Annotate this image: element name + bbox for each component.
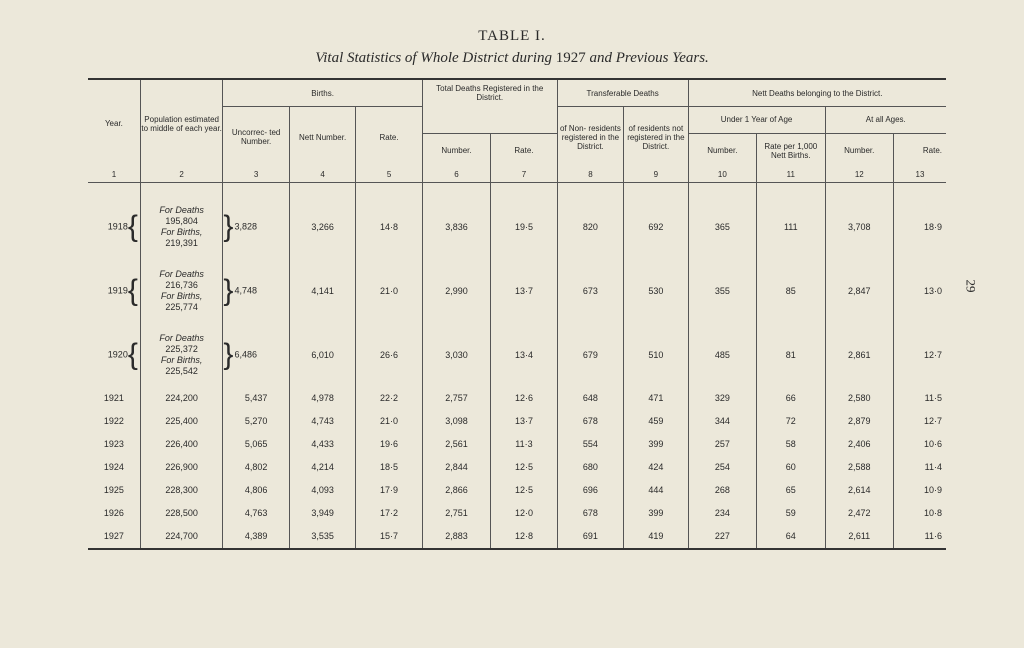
header-nett-deaths: Nett Deaths belonging to the District.: [688, 80, 946, 107]
res-not-cell: 471: [624, 387, 688, 410]
res-not-cell: 444: [624, 479, 688, 502]
u1-rate-cell: 85: [757, 259, 825, 323]
table-row: [88, 502, 946, 525]
non-res-cell: 679: [557, 323, 623, 387]
res-not-cell: 459: [624, 410, 688, 433]
aa-rate-cell: 12·7: [894, 323, 947, 387]
aa-number-cell: 2,611: [825, 525, 893, 549]
aa-rate-cell: 12·7: [894, 410, 947, 433]
uncorrected-value: 4,748: [234, 284, 257, 295]
res-not-cell: 399: [624, 502, 688, 525]
births-pop-value: 225,542: [165, 365, 198, 376]
aa-rate-cell: 18·9: [894, 195, 947, 259]
spacer-cell: [557, 182, 623, 195]
spacer-cell: [624, 182, 688, 195]
u1-number-cell: 365: [688, 195, 756, 259]
header-total-deaths: Total Deaths Registered in the District.: [422, 80, 557, 107]
nett-cell: 3,949: [289, 502, 355, 525]
u1-rate-cell: 111: [757, 195, 825, 259]
nett-cell: 4,093: [289, 479, 355, 502]
year-cell: 1923: [103, 439, 124, 449]
nett-cell: 3,535: [289, 525, 355, 549]
deaths-pop-label: For Deaths: [159, 204, 204, 215]
td-rate-cell: 12·6: [491, 387, 557, 410]
header-year: Year.: [104, 119, 123, 129]
td-number-cell: 2,561: [422, 433, 490, 456]
subtitle-year: 1927: [555, 50, 586, 66]
column-number: 7: [491, 168, 557, 183]
non-res-cell: 673: [557, 259, 623, 323]
header-td-number: Number.: [422, 133, 490, 168]
td-number-cell: 2,751: [422, 502, 490, 525]
column-number: 5: [356, 168, 422, 183]
aa-number-cell: 2,861: [825, 323, 893, 387]
right-brace-icon: }: [223, 337, 234, 371]
td-rate-cell: 12·8: [491, 525, 557, 549]
nett-cell: 4,214: [289, 456, 355, 479]
birth-rate-cell: 17·9: [356, 479, 422, 502]
right-brace-icon: }: [223, 209, 234, 243]
table-row: [88, 433, 946, 456]
header-nett-number: Nett Number.: [289, 107, 355, 168]
res-not-cell: 424: [624, 456, 688, 479]
right-brace-icon: }: [223, 273, 234, 307]
res-not-cell: 510: [624, 323, 688, 387]
year-cell: 1925: [103, 485, 124, 495]
header-non-residents: of Non- residents registered in the District.: [557, 107, 623, 168]
deaths-pop-label: For Deaths: [159, 268, 204, 279]
aa-rate-cell: 10·8: [894, 502, 947, 525]
nett-cell: 6,010: [289, 323, 355, 387]
birth-rate-cell: 21·0: [356, 259, 422, 323]
spacer-cell: [88, 182, 140, 195]
population-cell: [140, 259, 223, 323]
column-number: 6: [422, 168, 490, 183]
population-cell: 228,300: [140, 479, 223, 502]
column-number: 4: [289, 168, 355, 183]
table-row: [88, 195, 946, 259]
td-number-cell: 2,866: [422, 479, 490, 502]
header-births: Births.: [223, 80, 422, 107]
u1-rate-cell: 66: [757, 387, 825, 410]
spacer-cell: [223, 182, 289, 195]
uncorrected-cell: [223, 323, 289, 387]
spacer-cell: [140, 182, 223, 195]
td-rate-cell: 13·7: [491, 410, 557, 433]
uncorrected-cell: [223, 195, 289, 259]
non-res-cell: 820: [557, 195, 623, 259]
table-row: [88, 387, 946, 410]
td-number-cell: 2,990: [422, 259, 490, 323]
header-birth-rate: Rate.: [356, 107, 422, 168]
aa-number-cell: 2,406: [825, 433, 893, 456]
year-cell: 1924: [103, 462, 124, 472]
deaths-pop-value: 225,372: [165, 343, 198, 354]
uncorrected-cell: 4,763: [223, 502, 289, 525]
vital-statistics-table: [88, 78, 946, 550]
table-row: [88, 323, 946, 387]
uncorrected-cell: 5,270: [223, 410, 289, 433]
spacer-cell: [894, 182, 947, 195]
population-cell: 225,400: [140, 410, 223, 433]
res-not-cell: 692: [624, 195, 688, 259]
column-number: 9: [624, 168, 688, 183]
non-res-cell: 648: [557, 387, 623, 410]
td-number-cell: 2,883: [422, 525, 490, 549]
column-number: 13: [894, 168, 947, 183]
aa-rate-cell: 10·9: [894, 479, 947, 502]
header-population: Population estimated to middle of each year.: [140, 80, 223, 168]
column-number: 2: [140, 168, 223, 183]
non-res-cell: 691: [557, 525, 623, 549]
table-row: [88, 525, 946, 549]
deaths-pop-value: 216,736: [165, 279, 198, 290]
uncorrected-cell: [223, 259, 289, 323]
birth-rate-cell: 18·5: [356, 456, 422, 479]
year-cell: [88, 259, 140, 323]
u1-number-cell: 485: [688, 323, 756, 387]
year-cell: [88, 195, 140, 259]
nett-cell: 4,141: [289, 259, 355, 323]
non-res-cell: 678: [557, 502, 623, 525]
year-cell: 1922: [103, 416, 124, 426]
u1-number-cell: 329: [688, 387, 756, 410]
u1-rate-cell: 81: [757, 323, 825, 387]
u1-number-cell: 355: [688, 259, 756, 323]
header-aa-number: Number.: [825, 133, 893, 168]
left-brace-icon: {: [127, 337, 138, 371]
table-row: [88, 410, 946, 433]
u1-number-cell: 344: [688, 410, 756, 433]
td-rate-cell: 11·3: [491, 433, 557, 456]
u1-rate-cell: 64: [757, 525, 825, 549]
population-cell: 226,900: [140, 456, 223, 479]
birth-rate-cell: 21·0: [356, 410, 422, 433]
aa-number-cell: 2,580: [825, 387, 893, 410]
nett-cell: 4,743: [289, 410, 355, 433]
header-transferable-deaths: Transferable Deaths: [557, 80, 688, 107]
nett-cell: 3,266: [289, 195, 355, 259]
aa-rate-cell: 11·4: [894, 456, 947, 479]
page-number: 29: [963, 279, 979, 293]
left-brace-icon: {: [127, 209, 138, 243]
u1-number-cell: 234: [688, 502, 756, 525]
td-rate-cell: 13·7: [491, 259, 557, 323]
uncorrected-value: 3,828: [234, 220, 257, 231]
spacer-cell: [825, 182, 893, 195]
year-value: 1920: [107, 348, 128, 359]
spacer-cell: [356, 182, 422, 195]
column-number: 10: [688, 168, 756, 183]
births-pop-value: 225,774: [165, 301, 198, 312]
aa-rate-cell: 11·6: [894, 525, 947, 549]
header-under1: Under 1 Year of Age: [688, 107, 825, 134]
u1-rate-cell: 58: [757, 433, 825, 456]
header-u1-number: Number.: [688, 133, 756, 168]
left-brace-icon: {: [127, 273, 138, 307]
birth-rate-cell: 15·7: [356, 525, 422, 549]
res-not-cell: 419: [624, 525, 688, 549]
uncorrected-cell: 5,065: [223, 433, 289, 456]
u1-number-cell: 268: [688, 479, 756, 502]
table-row: [88, 259, 946, 323]
td-number-cell: 3,098: [422, 410, 490, 433]
column-number: 11: [757, 168, 825, 183]
year-cell: 1921: [103, 393, 124, 403]
year-value: 1918: [107, 220, 128, 231]
non-res-cell: 554: [557, 433, 623, 456]
population-cell: 228,500: [140, 502, 223, 525]
population-cell: 226,400: [140, 433, 223, 456]
u1-rate-cell: 65: [757, 479, 825, 502]
column-number: 1: [88, 168, 140, 183]
population-cell: 224,200: [140, 387, 223, 410]
header-td-rate: Rate.: [491, 133, 557, 168]
td-rate-cell: 12·0: [491, 502, 557, 525]
u1-number-cell: 254: [688, 456, 756, 479]
subtitle-post: and Previous Years.: [585, 50, 709, 66]
spacer-cell: [757, 182, 825, 195]
header-u1-rate: Rate per 1,000 Nett Births.: [757, 133, 825, 168]
population-cell: [140, 323, 223, 387]
year-value: 1919: [107, 284, 128, 295]
nett-cell: 4,978: [289, 387, 355, 410]
birth-rate-cell: 14·8: [356, 195, 422, 259]
aa-number-cell: 3,708: [825, 195, 893, 259]
table-title: TABLE I.: [478, 28, 546, 44]
spacer-cell: [289, 182, 355, 195]
table-row: [88, 456, 946, 479]
column-number: 8: [557, 168, 623, 183]
uncorrected-cell: 4,802: [223, 456, 289, 479]
non-res-cell: 696: [557, 479, 623, 502]
births-pop-value: 219,391: [165, 237, 198, 248]
birth-rate-cell: 19·6: [356, 433, 422, 456]
births-pop-label: For Births,: [160, 354, 203, 365]
deaths-pop-label: For Deaths: [159, 332, 204, 343]
aa-number-cell: 2,588: [825, 456, 893, 479]
u1-number-cell: 227: [688, 525, 756, 549]
subtitle-pre: Vital Statistics of Whole District during: [315, 50, 556, 66]
deaths-pop-value: 195,804: [165, 215, 198, 226]
non-res-cell: 680: [557, 456, 623, 479]
uncorrected-cell: 5,437: [223, 387, 289, 410]
year-cell: [88, 323, 140, 387]
column-number: 12: [825, 168, 893, 183]
aa-rate-cell: 13·0: [894, 259, 947, 323]
td-number-cell: 2,757: [422, 387, 490, 410]
uncorrected-cell: 4,389: [223, 525, 289, 549]
u1-number-cell: 257: [688, 433, 756, 456]
u1-rate-cell: 59: [757, 502, 825, 525]
birth-rate-cell: 26·6: [356, 323, 422, 387]
res-not-cell: 399: [624, 433, 688, 456]
population-cell: 224,700: [140, 525, 223, 549]
header-td-spacer: [422, 107, 557, 134]
uncorrected-cell: 4,806: [223, 479, 289, 502]
td-rate-cell: 19·5: [491, 195, 557, 259]
aa-rate-cell: 11·5: [894, 387, 947, 410]
aa-number-cell: 2,879: [825, 410, 893, 433]
spacer-cell: [688, 182, 756, 195]
table-body: [88, 182, 946, 550]
table-row: [88, 479, 946, 502]
header-uncorrected: Uncorrec- ted Number.: [223, 107, 289, 168]
header-aa-rate: Rate.: [894, 133, 947, 168]
aa-number-cell: 2,472: [825, 502, 893, 525]
td-rate-cell: 12·5: [491, 456, 557, 479]
non-res-cell: 678: [557, 410, 623, 433]
spacer-cell: [422, 182, 490, 195]
nett-cell: 4,433: [289, 433, 355, 456]
td-rate-cell: 13·4: [491, 323, 557, 387]
birth-rate-cell: 22·2: [356, 387, 422, 410]
td-number-cell: 3,836: [422, 195, 490, 259]
aa-number-cell: 2,614: [825, 479, 893, 502]
header-allages: At all Ages.: [825, 107, 946, 134]
td-number-cell: 3,030: [422, 323, 490, 387]
births-pop-label: For Births,: [160, 290, 203, 301]
year-cell: 1926: [103, 508, 124, 518]
column-number: 3: [223, 168, 289, 183]
year-cell: 1927: [103, 531, 124, 541]
population-cell: [140, 195, 223, 259]
birth-rate-cell: 17·2: [356, 502, 422, 525]
td-number-cell: 2,844: [422, 456, 490, 479]
bottom-rule: [88, 549, 946, 550]
aa-number-cell: 2,847: [825, 259, 893, 323]
spacer-cell: [491, 182, 557, 195]
table-subtitle: [0, 50, 1024, 67]
u1-rate-cell: 72: [757, 410, 825, 433]
header-residents-not: of residents not registered in the District.: [624, 107, 688, 168]
aa-rate-cell: 10·6: [894, 433, 947, 456]
res-not-cell: 530: [624, 259, 688, 323]
births-pop-label: For Births,: [160, 226, 203, 237]
td-rate-cell: 12·5: [491, 479, 557, 502]
u1-rate-cell: 60: [757, 456, 825, 479]
uncorrected-value: 6,486: [234, 348, 257, 359]
